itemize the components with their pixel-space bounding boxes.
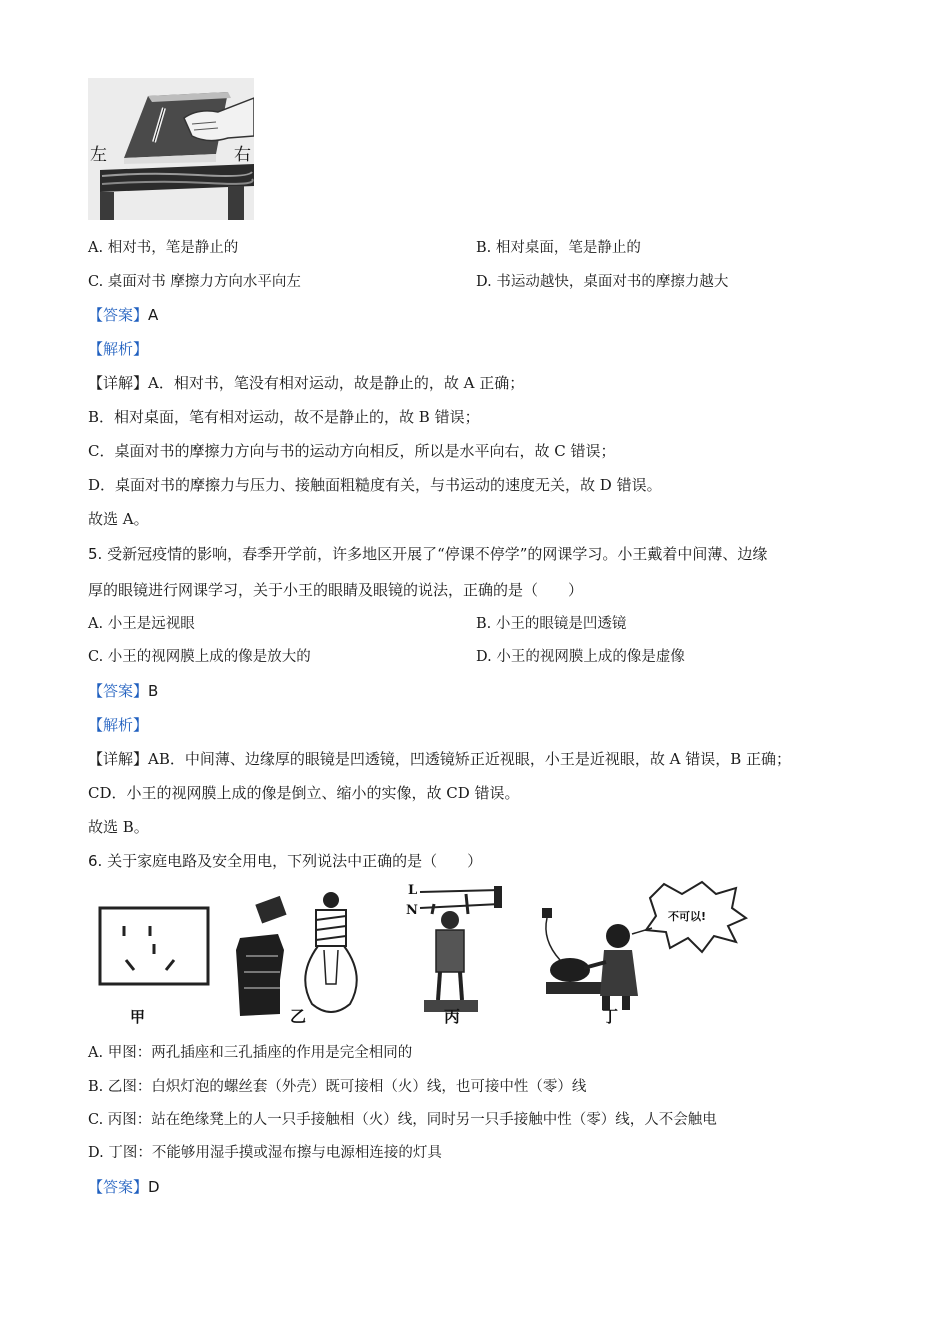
answer-tag: 【答案】 (88, 306, 149, 324)
person-on-stool-figure-bing (406, 883, 502, 1026)
figure-label-right: 右 (234, 145, 251, 165)
wire-label-n: N (406, 903, 418, 918)
caption-ding: 丁 (602, 1007, 619, 1026)
q4-option-d: D. 书运动越快，桌面对书的摩擦力越大 (476, 274, 729, 290)
caption-yi: 乙 (290, 1007, 307, 1026)
q6-answer (88, 1177, 160, 1197)
caption-jia: 甲 (130, 1008, 146, 1026)
q4-detail-line-1 (88, 373, 524, 393)
q5-stem-line-2: 厚的眼镜进行网课学习，关于小王的眼睛及眼镜的说法，正确的是（ ） (88, 581, 584, 599)
q4-detail-line-3: C．桌面对书的摩擦力方向与书的运动方向相反，所以是水平向右，故 C 错误； (88, 442, 616, 460)
speech-bubble-text: 不可以! (668, 910, 707, 923)
figure-label-left: 左 (90, 145, 107, 165)
q4-analysis-tag: 【解析】 (88, 340, 149, 358)
answer-value: A (148, 306, 159, 324)
q5-analysis-tag: 【解析】 (88, 716, 149, 734)
q5-option-b: B. 小王的眼镜是凹透镜 (476, 616, 627, 632)
detail-tag: 【详解】 (88, 374, 149, 392)
q4-option-a: A. 相对书，笔是静止的 (88, 240, 239, 256)
q4-detail-line-2: B．相对桌面，笔有相对运动，故不是静止的，故 B 错误； (88, 408, 480, 426)
stem-text: 关于家庭电路及安全用电，下列说法中正确的是（ ） (102, 852, 483, 870)
answer-value: D (148, 1178, 160, 1196)
answer-value: B (148, 682, 159, 700)
question-number: 6. (88, 852, 103, 870)
answer-tag: 【答案】 (88, 682, 149, 700)
q5-detail-line-1 (88, 749, 791, 769)
q4-option-c: C. 桌面对书 摩擦力方向水平向左 (88, 274, 301, 290)
wet-hand-lamp-figure-ding (542, 882, 746, 1026)
q5-option-c: C. 小王的视网膜上成的像是放大的 (88, 649, 311, 665)
q5-conclusion: 故选 B。 (88, 818, 149, 836)
wire-label-l: L (408, 883, 418, 898)
q6-option-b: B. 乙图：白炽灯泡的螺丝套（外壳）既可接相（火）线，也可接中性（零）线 (88, 1079, 587, 1095)
q6-option-a: A. 甲图：两孔插座和三孔插座的作用是完全相同的 (88, 1045, 413, 1061)
q5-option-d: D. 小王的视网膜上成的像是虚像 (476, 649, 685, 665)
q6-stem (88, 851, 482, 871)
q4-answer (88, 305, 158, 325)
q5-answer (88, 681, 158, 701)
bulb-figure-yi (236, 892, 357, 1026)
socket-figure-jia (100, 908, 208, 1026)
stem-text: 受新冠疫情的影响，春季开学前，许多地区开展了“停课不停学”的网课学习。小王戴着中间薄、边缘 (102, 545, 768, 563)
home-circuit-figures (90, 880, 750, 1030)
q6-option-d: D. 丁图：不能够用湿手摸或湿布擦与电源相连接的灯具 (88, 1145, 442, 1161)
q4-conclusion: 故选 A。 (88, 510, 149, 528)
question-number: 5. (88, 545, 103, 563)
q4-detail-line-4: D．桌面对书的摩擦力与压力、接触面粗糙度有关，与书运动的速度无关，故 D 错误。 (88, 476, 662, 494)
q5-option-a: A. 小王是远视眼 (88, 616, 195, 632)
q5-stem-line-1 (88, 544, 767, 564)
q6-option-c: C. 丙图：站在绝缘凳上的人一只手接触相（火）线，同时另一只手接触中性（零）线，人不会触电 (88, 1112, 717, 1128)
q4-option-b: B. 相对桌面，笔是静止的 (476, 240, 641, 256)
q5-detail-line-2: CD．小王的视网膜上成的像是倒立、缩小的实像，故 CD 错误。 (88, 784, 520, 802)
caption-bing: 丙 (444, 1007, 461, 1026)
book-pen-table-figure (88, 78, 254, 220)
detail-text: AB．中间薄、边缘厚的眼镜是凹透镜，凹透镜矫正近视眼，小王是近视眼，故 A 错误，B 正确； (148, 750, 792, 768)
detail-tag: 【详解】 (88, 750, 149, 768)
detail-text: A．相对书，笔没有相对运动，故是静止的，故 A 正确； (148, 374, 525, 392)
answer-tag: 【答案】 (88, 1178, 149, 1196)
